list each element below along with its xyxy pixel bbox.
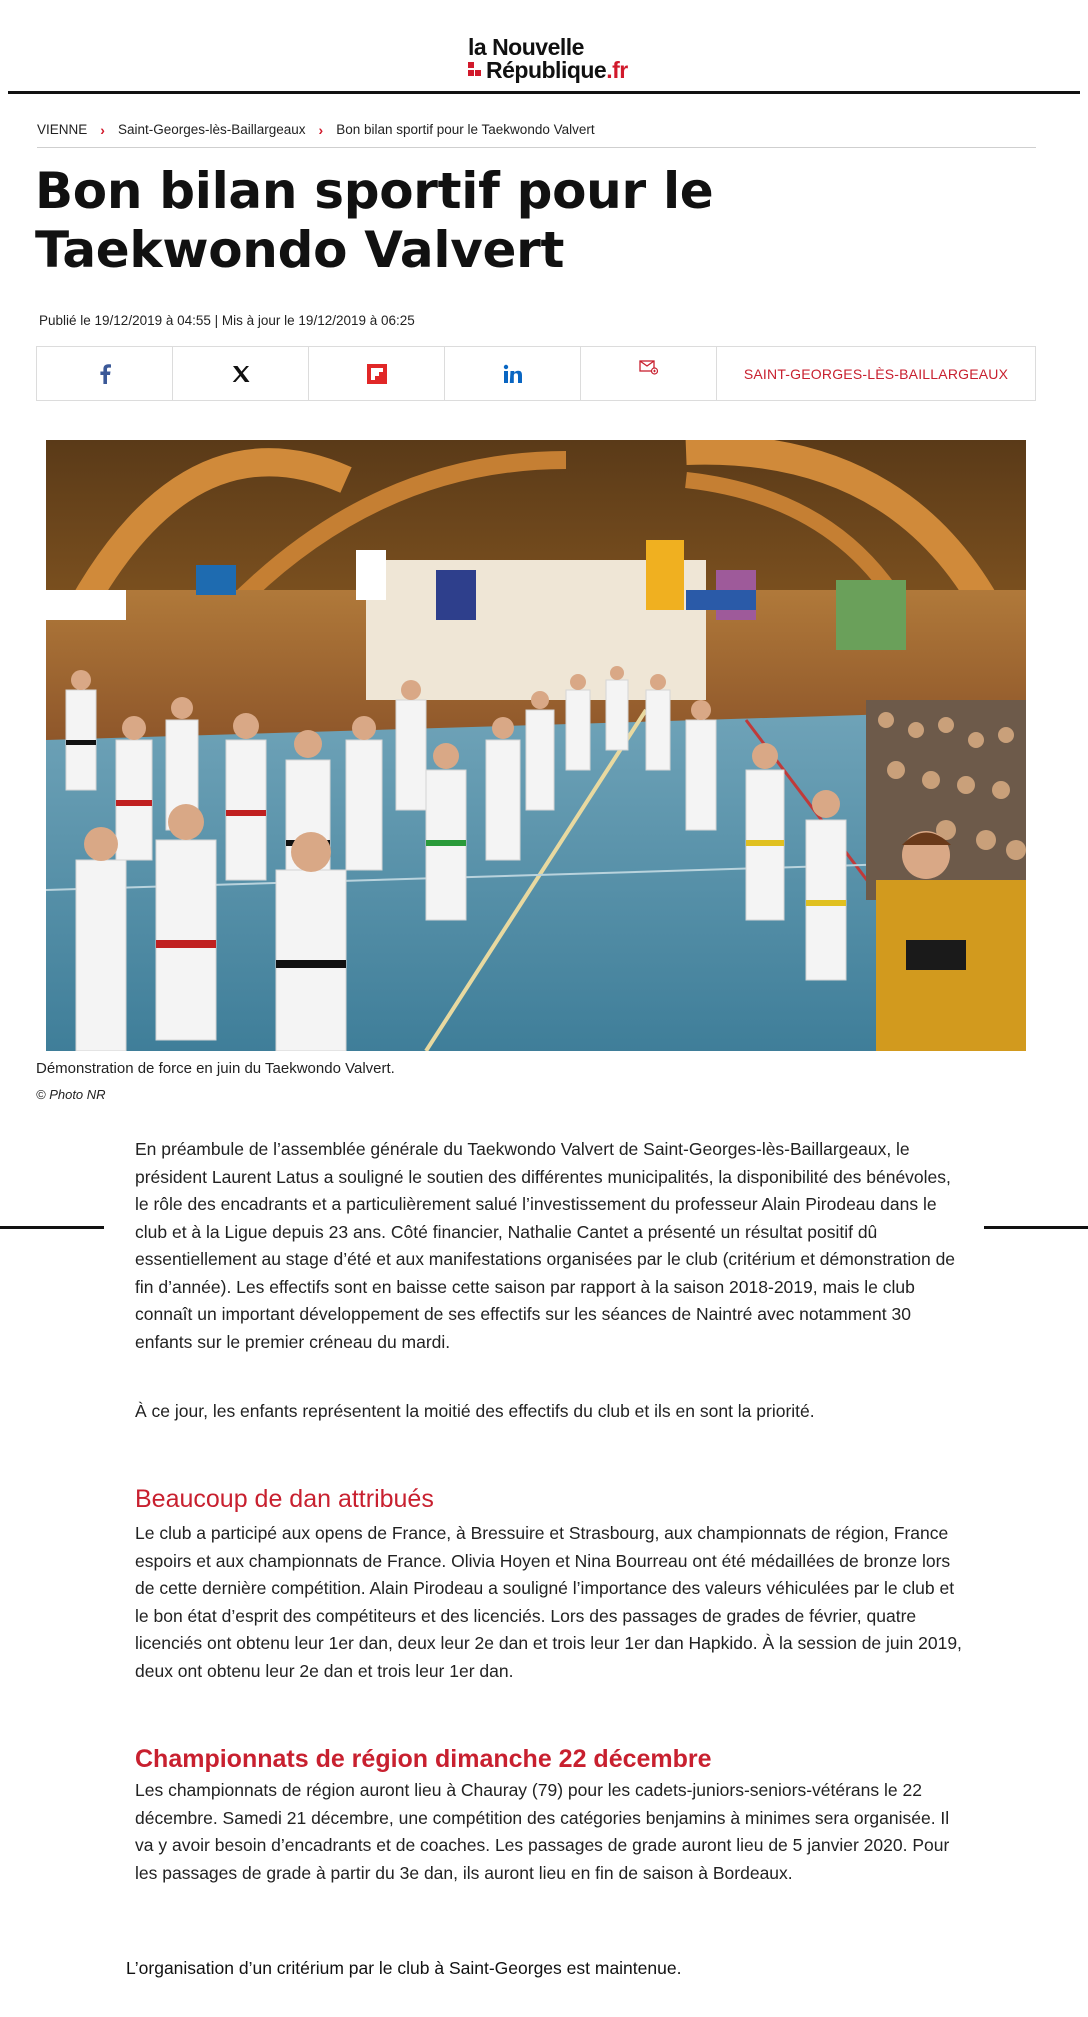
share-x-button[interactable] xyxy=(173,347,309,400)
paragraph-criterium: L’organisation d’un critérium par le club à Saint-Georges est maintenue. xyxy=(126,1958,682,1978)
linkedin-icon xyxy=(503,364,523,384)
logo-mark-icon xyxy=(468,60,482,80)
section-heading-dan: Beaucoup de dan attribués xyxy=(135,1485,434,1513)
paragraph-competitions: Le club a participé aux opens de France, à Bressuire et Strasbourg, aux championnats de région, France espoirs et aux championnats de France. Olivia Hoyen et Nina Bourreau ont été médaillées de bronze lors de cette dernière compétition. Alain Pirodeau a souligné l’importance des valeurs véhiculées par le club et le bon état d’esprit des compétiteurs et des licenciés. Lors des passages de grades de février, quatre licenciés ont obtenu leur 1er dan, deux leur 2e dan et trois leur 1er dan Hapkido. À la session de juin 2019, deux ont obtenu leur 2e dan et trois leur 1er dan. xyxy=(135,1523,962,1681)
breadcrumb-item-current: Bon bilan sportif pour le Taekwondo Valvert xyxy=(336,122,595,137)
paragraph-children: À ce jour, les enfants représentent la moitié des effectifs du club et ils en sont la priorité. xyxy=(135,1401,815,1421)
email-icon xyxy=(639,360,659,376)
share-email-button[interactable] xyxy=(581,347,717,400)
share-facebook-button[interactable] xyxy=(37,347,173,400)
photo-caption: Démonstration de force en juin du Taekwondo Valvert. xyxy=(36,1060,395,1077)
logo-line2: République xyxy=(486,57,607,83)
x-icon xyxy=(232,365,250,383)
left-divider xyxy=(0,1226,104,1229)
article-photo xyxy=(46,440,1026,1051)
share-flipboard-button[interactable] xyxy=(309,347,445,400)
chevron-right-icon: › xyxy=(318,122,324,138)
breadcrumb-item-vienne[interactable]: VIENNE xyxy=(37,122,88,137)
paragraph-intro: En préambule de l’assemblée générale du Taekwondo Valvert de Saint-Georges-lès-Baillargeaux, le président Laurent Latus a souligné le soutien des différentes municipalités, la disponibilité des bénévoles, le rôle des encadrants et a particulièrement salué l’investissement du professeur Alain Pirodeau dans le club et à la Ligue depuis 23 ans. Côté financier, Nathalie Cantet a présenté un résultat positif dû essentiellement au stage d’été et aux manifestations organisées par le club (critérium et démonstration de fin d’année). Les effectifs sont en baisse cette saison par rapport à la saison 2018-2019, mais le club connaît un important développement de ses effectifs sur les séances de Naintré avec notamment 30 enfants sur le premier créneau du mardi. xyxy=(135,1139,956,1352)
chevron-right-icon: › xyxy=(100,122,105,138)
section-heading-championnats: Championnats de région dimanche 22 décembre xyxy=(135,1745,712,1773)
share-linkedin-button[interactable] xyxy=(445,347,581,400)
photo-credit: © Photo NR xyxy=(36,1087,106,1102)
site-header xyxy=(8,0,1080,94)
share-bar xyxy=(36,346,1036,401)
breadcrumb-item-city[interactable]: Saint-Georges-lès-Baillargeaux xyxy=(117,122,306,137)
tag-link-city[interactable]: SAINT-GEORGES-LÈS-BAILLARGEAUX xyxy=(743,365,1009,382)
flipboard-icon xyxy=(367,364,387,384)
breadcrumb xyxy=(37,122,1036,148)
logo-tld: .fr xyxy=(606,57,628,83)
logo-line1: la Nouvelle xyxy=(468,34,584,60)
gym-photo-image xyxy=(46,440,1026,1051)
facebook-icon xyxy=(99,364,111,384)
right-divider xyxy=(984,1226,1088,1229)
page-title: Bon bilan sportif pour le Taekwondo Valvert xyxy=(35,162,714,279)
paragraph-championnats: Les championnats de région auront lieu à Chauray (79) pour les cadets-juniors-seniors-vétérans le 22 décembre. Samedi 21 décembre, une compétition des catégories benjamins à minimes sera organisée. Il va y avoir besoin d’encadrants et de coaches. Les passages de grade auront lieu de 5 janvier 2020. Pour les passages de grade à partir du 3e dan, ils auront lieu en fin de saison à Bordeaux. xyxy=(135,1780,950,1883)
site-logo[interactable] xyxy=(468,36,648,86)
publication-meta: Publié le 19/12/2019 à 04:55 | Mis à jour le 19/12/2019 à 06:25 xyxy=(39,313,415,328)
